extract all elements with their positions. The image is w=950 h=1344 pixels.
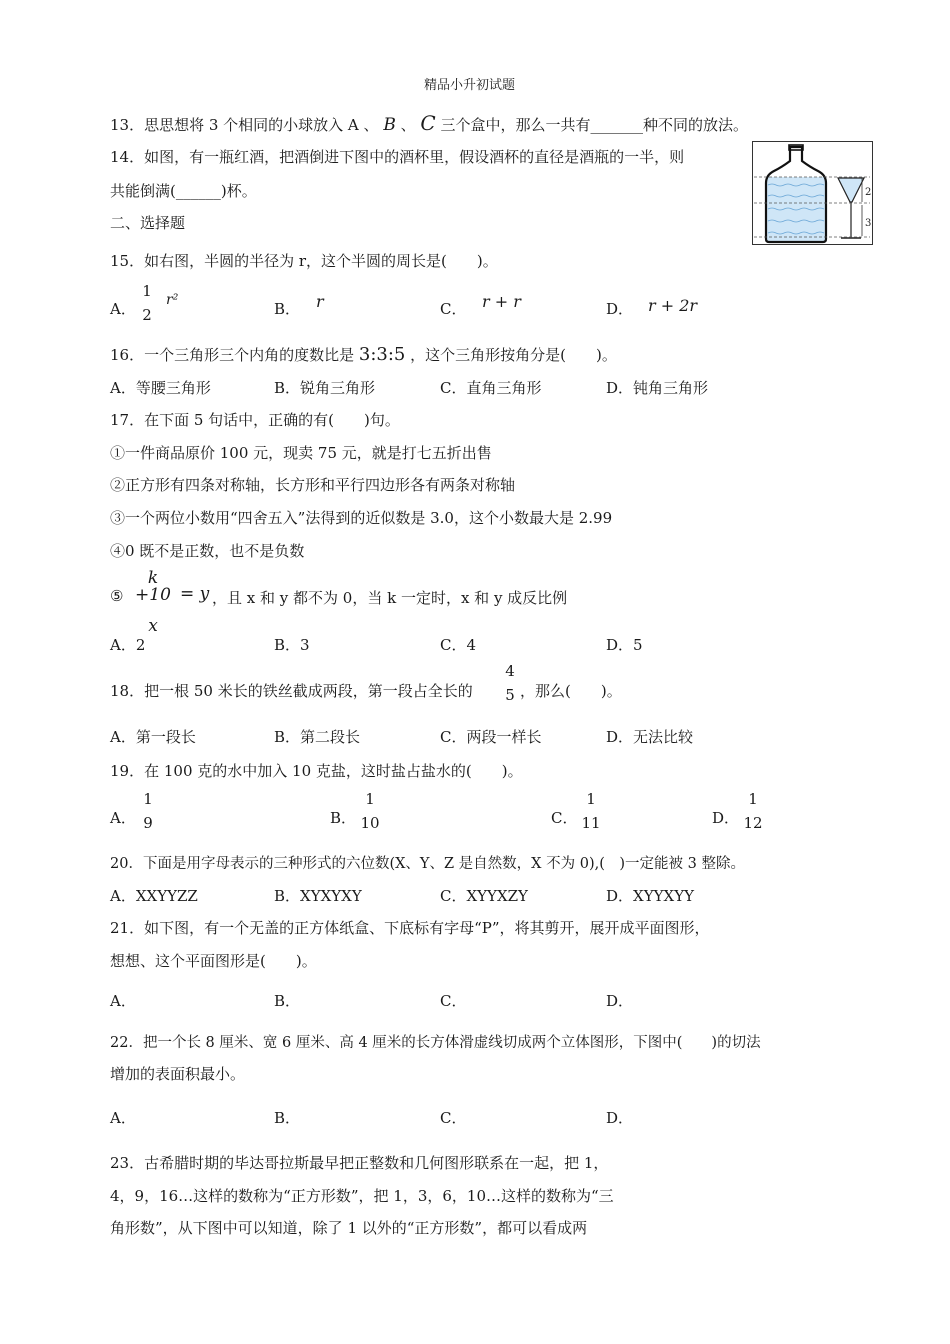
q15-option-c: r + r — [482, 292, 521, 311]
q18-option-a: A．第一段长 — [110, 728, 196, 746]
q22-line1: 22．把一个长 8 厘米、宽 6 厘米、高 4 厘米的长方体滑虚线切成两个立体图形，下图中( )的切法 — [110, 1035, 761, 1051]
q19-a-den: 9 — [143, 814, 153, 832]
question-13 — [110, 111, 748, 135]
q17-s5-den: x — [148, 616, 158, 636]
q15-a-num: 1 — [142, 282, 152, 300]
q18-den: 5 — [505, 686, 515, 704]
stem-height-label: 3 — [865, 218, 872, 229]
q17-statement-3: ③一个两位小数用“四舍五入”法得到的近似数是 3.0，这个小数最大是 2.99 — [110, 509, 613, 527]
q19-b-den: 10 — [360, 814, 380, 832]
q23-line1: 23．古希腊时期的毕达哥拉斯最早把正整数和几何图形联系在一起，把 1， — [110, 1154, 609, 1172]
q14-line2: 共能倒满(______)杯。 — [110, 182, 257, 200]
q22-option-c: C． — [440, 1109, 467, 1127]
q20-option-b: B．XYXYXY — [274, 887, 362, 905]
q21-line1: 21．如下图，有一个无盖的正方体纸盒、下底标有字母“P”，将其剪开，展开成平面图形， — [110, 919, 710, 937]
q17-s5-fraction — [128, 570, 178, 635]
question-16 — [110, 344, 617, 365]
q13-text-post: 三个盒中，那么一共有_______种不同的放法。 — [440, 116, 749, 134]
q15-option-a-label: A． — [110, 300, 136, 318]
q13-text-pre: 13．思思想将 3 个相同的小球放入 A 、 — [110, 116, 379, 134]
q17-option-d: D．5 — [606, 636, 643, 654]
q19-c-den: 11 — [581, 814, 601, 832]
wine-bottle-figure — [752, 141, 873, 245]
q22-option-b: B． — [274, 1109, 301, 1127]
q17-s5-eq: = y — [180, 584, 210, 604]
page-header: 精品小升初试题 — [424, 78, 516, 93]
q19-c-num: 1 — [586, 790, 596, 808]
q14-line1: 14．如图，有一瓶红酒，把酒倒进下图中的酒杯里，假设酒杯的直径是酒瓶的一半，则 — [110, 148, 685, 166]
q19-b-num: 1 — [365, 790, 375, 808]
q21-option-d: D． — [606, 992, 634, 1010]
q19-option-d-fraction — [741, 792, 765, 831]
q19-option-a-fraction — [140, 792, 156, 831]
q19-option-c-label: C． — [551, 809, 578, 827]
q16-option-d: D．钝角三角形 — [606, 379, 709, 397]
wine-bottle-svg — [752, 141, 873, 245]
q20-option-c: C．XYYXZY — [440, 887, 528, 905]
q18-stem-post: ，那么( )。 — [520, 682, 622, 700]
q17-statement-1: ①一件商品原价 100 元，现卖 75 元，就是打七五折出售 — [110, 444, 492, 462]
q19-option-b-label: B． — [330, 809, 357, 827]
q18-stem-pre: 18．把一根 50 米长的铁丝截成两段，第一段占全长的 — [110, 682, 473, 700]
q16-option-a: A．等腰三角形 — [110, 379, 211, 397]
q15-option-a-fraction — [140, 284, 154, 323]
q17-s5-post: ，且 x 和 y 都不为 0，当 k 一定时，x 和 y 成反比例 — [212, 589, 568, 607]
q19-option-c-fraction — [580, 792, 602, 831]
q15-option-b-label: B． — [274, 300, 301, 318]
q17-option-a: A．2 — [110, 636, 146, 654]
q18-option-c: C．两段一样长 — [440, 728, 542, 746]
q16-stem-pre: 16．一个三角形三个内角的度数比是 — [110, 346, 355, 364]
q22-option-d: D． — [606, 1109, 634, 1127]
q17-stem: 17．在下面 5 句话中，正确的有( )句。 — [110, 411, 400, 429]
q15-option-a-tail: r² — [166, 292, 179, 308]
q13-box-c: C — [420, 111, 436, 135]
q21-option-a: A． — [110, 992, 136, 1010]
q23-line3: 角形数”，从下图中可以知道，除了 1 以外的“正方形数”，都可以看成两 — [110, 1219, 588, 1237]
q20-stem: 20．下面是用字母表示的三种形式的六位数(X、Y、Z 是自然数，X 不为 0),( )一定能被 3 整除。 — [110, 856, 745, 872]
q17-option-b: B．3 — [274, 636, 310, 654]
q19-option-d-label: D． — [712, 809, 740, 827]
q15-option-d-label: D． — [606, 300, 634, 318]
q22-option-a: A． — [110, 1109, 136, 1127]
q17-s5-num: k +10 — [135, 568, 171, 605]
q15-stem: 15．如右图，半圆的半径为 r，这个半圆的周长是( )。 — [110, 252, 498, 270]
q17-option-c: C．4 — [440, 636, 477, 654]
q23-line2: 4，9，16…这样的数称为“正方形数”，把 1，3，6，10…这样的数称为“三 — [110, 1187, 614, 1205]
q19-option-a-label: A． — [110, 809, 136, 827]
q21-option-b: B． — [274, 992, 301, 1010]
q16-option-b: B．锐角三角形 — [274, 379, 376, 397]
q15-a-den: 2 — [142, 306, 152, 324]
q15-option-c-label: C． — [440, 300, 467, 318]
q15-option-b: r — [316, 292, 324, 311]
q19-d-num: 1 — [748, 790, 758, 808]
q22-line2: 增加的表面积最小。 — [110, 1065, 246, 1083]
q13-sep: 、 — [400, 116, 416, 134]
q17-statement-2: ②正方形有四条对称轴，长方形和平行四边形各有两条对称轴 — [110, 476, 516, 494]
section-title-choice: 二、选择题 — [110, 214, 186, 232]
q21-line2: 想想、这个平面图形是( )。 — [110, 952, 317, 970]
q16-option-c: C．直角三角形 — [440, 379, 542, 397]
q20-option-a: A．XXYYZZ — [110, 887, 198, 905]
q19-d-den: 12 — [743, 814, 763, 832]
q16-stem-post: ，这个三角形按角分是( )。 — [410, 346, 617, 364]
q17-statement-5-mark: ⑤ — [110, 587, 124, 605]
q13-box-b: B — [383, 115, 396, 135]
glass-height-label: 2 — [865, 187, 872, 198]
q19-a-num: 1 — [143, 790, 153, 808]
q18-option-d: D．无法比较 — [606, 728, 694, 746]
q17-statement-4: ④0 既不是正数，也不是负数 — [110, 542, 305, 560]
q16-ratio: 3:3:5 — [358, 344, 406, 365]
q20-option-d: D．XYYXYY — [606, 887, 694, 905]
q21-option-c: C． — [440, 992, 467, 1010]
q15-option-d: r + 2r — [648, 296, 698, 315]
q19-option-b-fraction — [359, 792, 381, 831]
q18-option-b: B．第二段长 — [274, 728, 361, 746]
q18-fraction — [503, 664, 517, 703]
q18-num: 4 — [505, 662, 515, 680]
q19-stem: 19．在 100 克的水中加入 10 克盐，这时盐占盐水的( )。 — [110, 762, 523, 780]
